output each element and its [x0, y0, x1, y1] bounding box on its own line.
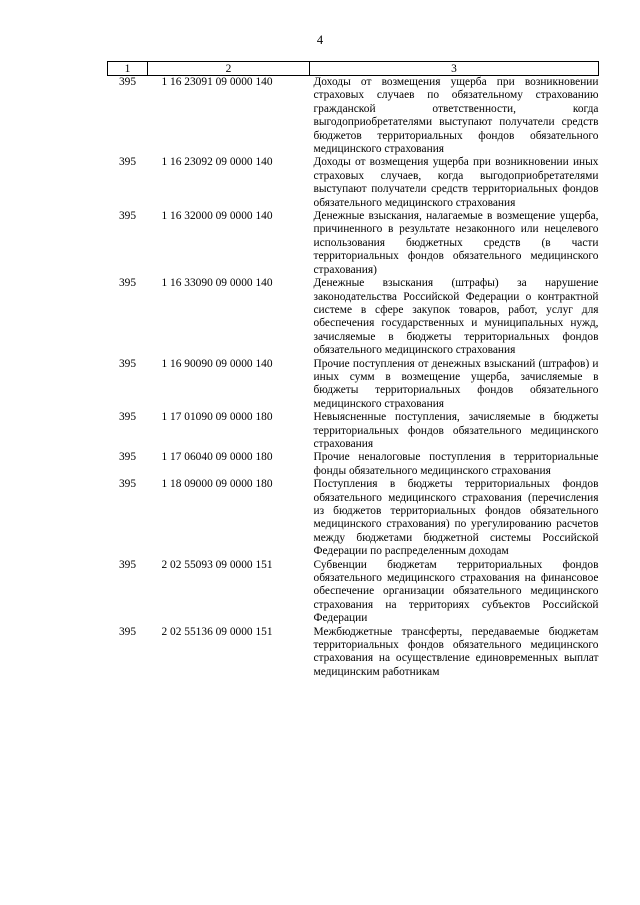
description-cell: Межбюджетные трансферты, передаваемые бюджетам территориальных фондов обязательного медицинского страхования на осуществление единовременных выплат медицинским работникам	[313, 625, 599, 678]
budget-codes-table	[107, 61, 599, 679]
column-header-1: 1	[108, 62, 148, 76]
table-row	[108, 411, 599, 451]
column-header-3: 3	[310, 62, 599, 76]
admin-code-cell: 395	[118, 478, 137, 491]
budget-code-cell: 1 18 09000 09 0000 180	[161, 478, 273, 491]
table-row	[108, 277, 599, 357]
table-row	[108, 156, 599, 210]
admin-code-cell: 395	[118, 625, 137, 638]
budget-code-cell: 2 02 55093 09 0000 151	[161, 558, 273, 571]
description-cell: Доходы от возмещения ущерба при возникновении иных страховых случаев, когда выгодоприобретателями выступают получатели средств территориальных фондов обязательного медицинского страхования	[313, 156, 599, 209]
description-cell: Денежные взыскания (штрафы) за нарушение законодательства Российской Федерации о контрактной системе в сфере закупок товаров, работ, услуг для обеспечения государственных и муниципальных нужд, зачисляемые в бюджеты территориальных фондов обязательного медицинского страхования	[313, 277, 599, 357]
description-cell: Денежные взыскания, налагаемые в возмещение ущерба, причиненного в результате незаконного или нецелевого использования бюджетных средств (в части территориальных фондов обязательного медицинского страхования)	[313, 210, 599, 276]
description-cell: Поступления в бюджеты территориальных фондов обязательного медицинского страхования (перечисления из бюджетов территориальных фондов обязательного медицинского страхования) по урегулированию расчетов между бюджетами бюджетной системы Российской Федерации по распределенным доходам	[313, 478, 599, 558]
description-cell: Прочие поступления от денежных взысканий (штрафов) и иных сумм в возмещение ущерба, зачисляемые в бюджеты территориальных фондов обязательного медицинского страхования	[313, 357, 599, 410]
admin-code-cell: 395	[118, 411, 137, 424]
description-cell: Прочие неналоговые поступления в территориальные фонды обязательного медицинского страхования	[313, 451, 599, 477]
budget-code-cell: 1 17 06040 09 0000 180	[161, 451, 273, 464]
budget-code-cell: 1 16 23092 09 0000 140	[161, 156, 273, 169]
table-row	[108, 478, 599, 558]
admin-code-cell: 395	[118, 156, 137, 169]
description-cell: Доходы от возмещения ущерба при возникновении страховых случаев по обязательному страхованию гражданской ответственности, когда выгодоприобретателями выступают получатели средств бюджетов территориальных фондов обязательного медицинского страхования	[313, 76, 599, 156]
table-row	[108, 358, 599, 412]
table-row	[108, 451, 599, 478]
admin-code-cell: 395	[118, 210, 137, 223]
column-header-2: 2	[148, 62, 310, 76]
admin-code-cell: 395	[118, 451, 137, 464]
description-cell: Невыясненные поступления, зачисляемые в бюджеты территориальных фондов обязательного медицинского страхования	[313, 411, 599, 450]
budget-code-cell: 1 17 01090 09 0000 180	[161, 411, 273, 424]
description-cell: Субвенции бюджетам территориальных фондов обязательного медицинского страхования на финансовое обеспечение организации обязательного медицинского страхования на территориях субъектов Российской Федерации	[313, 558, 599, 625]
table-row	[108, 76, 599, 157]
table-row	[108, 626, 599, 680]
page-number: 4	[316, 33, 324, 47]
admin-code-cell: 395	[118, 357, 137, 370]
table-row	[108, 210, 599, 277]
budget-code-cell: 1 16 90090 09 0000 140	[161, 357, 273, 370]
budget-code-cell: 1 16 23091 09 0000 140	[161, 76, 273, 88]
table-header-row	[108, 62, 599, 76]
budget-code-cell: 1 16 33090 09 0000 140	[161, 277, 273, 290]
table-row	[108, 559, 599, 626]
budget-code-cell: 2 02 55136 09 0000 151	[161, 625, 273, 638]
budget-code-cell: 1 16 32000 09 0000 140	[161, 210, 273, 223]
admin-code-cell: 395	[118, 558, 137, 571]
admin-code-cell: 395	[118, 76, 137, 88]
admin-code-cell: 395	[118, 277, 137, 290]
